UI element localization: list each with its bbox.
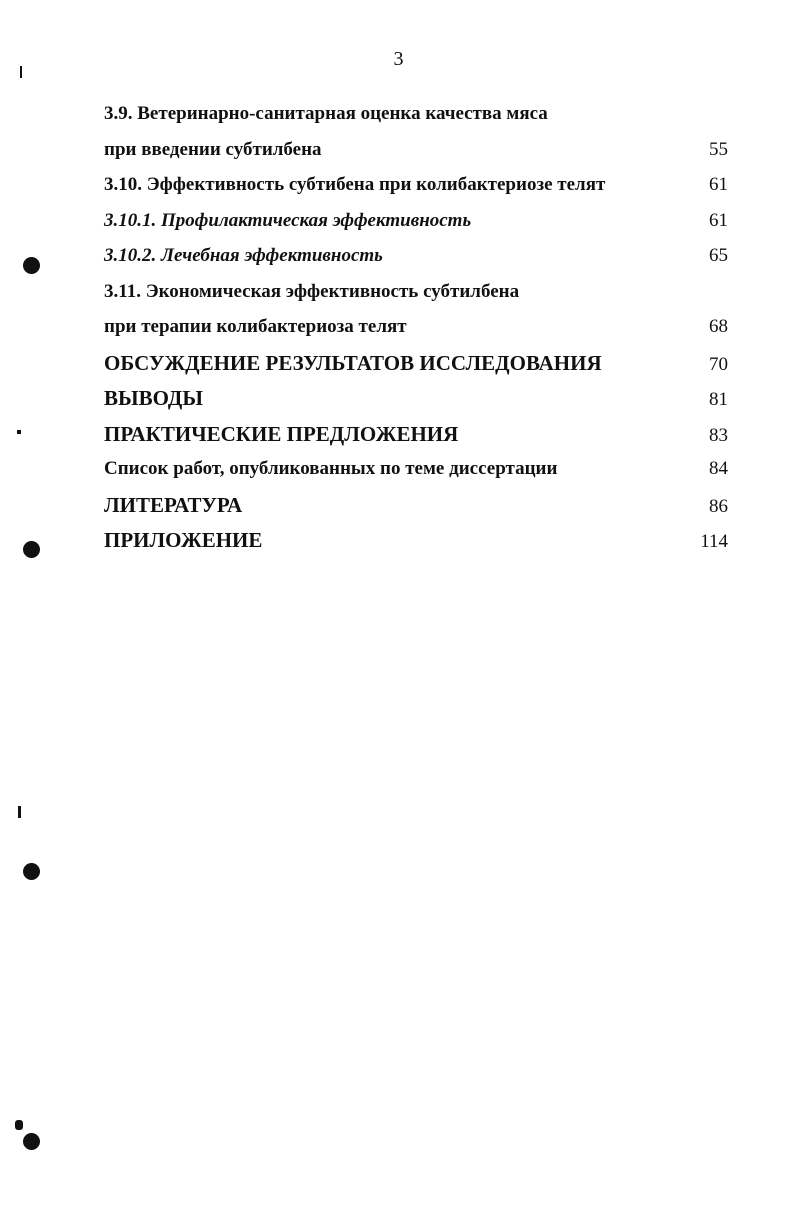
toc-entry-title: при введении субтилбена bbox=[104, 138, 322, 160]
toc-entry-page: 114 bbox=[700, 531, 728, 552]
toc-entry-page: 83 bbox=[709, 424, 728, 446]
toc-entry bbox=[104, 207, 728, 243]
punch-hole-4 bbox=[23, 1133, 40, 1150]
toc-entry-title: 3.10.1. Профилактическая эффективность bbox=[104, 209, 472, 231]
toc-entry-title: 3.10.2. Лечебная эффективность bbox=[104, 245, 383, 266]
toc-entry-title: ЛИТЕРАТУРА bbox=[104, 492, 243, 517]
scan-mark-4 bbox=[15, 1120, 23, 1130]
toc-entry bbox=[104, 491, 728, 527]
page-number: 3 bbox=[393, 48, 404, 70]
toc-entry bbox=[104, 420, 728, 456]
toc-entry-title: 3.9. Ветеринарно-санитарная оценка качества мяса bbox=[104, 103, 548, 124]
scan-mark-2 bbox=[18, 806, 21, 818]
toc-entry bbox=[104, 313, 728, 349]
toc-entry-page: 61 bbox=[709, 174, 728, 195]
toc-entry bbox=[104, 455, 728, 491]
toc-entry-title: при терапии колибактериоза телят bbox=[104, 316, 407, 337]
toc-entry bbox=[104, 349, 728, 385]
toc-entry-page: 70 bbox=[709, 353, 728, 375]
punch-hole-1 bbox=[23, 257, 40, 274]
table-of-contents bbox=[104, 100, 728, 562]
scan-mark-3 bbox=[17, 430, 21, 434]
toc-entry-page: 61 bbox=[709, 209, 728, 231]
toc-entry bbox=[104, 526, 728, 562]
toc-entry bbox=[104, 278, 728, 314]
toc-entry-page: 55 bbox=[709, 138, 728, 160]
toc-entry bbox=[104, 171, 728, 207]
toc-entry bbox=[104, 100, 728, 136]
toc-entry-title: ВЫВОДЫ bbox=[104, 386, 203, 410]
punch-hole-2 bbox=[23, 541, 40, 558]
punch-hole-3 bbox=[23, 863, 40, 880]
toc-entry-title: 3.10. Эффективность субтибена при колибактериозе телят bbox=[104, 174, 606, 195]
toc-entry-page: 68 bbox=[709, 316, 728, 337]
toc-entry-page: 84 bbox=[709, 458, 728, 479]
toc-entry-page: 86 bbox=[709, 495, 728, 517]
toc-entry-title: 3.11. Экономическая эффективность субтилбена bbox=[104, 280, 520, 302]
toc-entry-page: 65 bbox=[709, 245, 728, 266]
toc-entry-title: ОБСУЖДЕНИЕ РЕЗУЛЬТАТОВ ИССЛЕДОВАНИЯ bbox=[104, 350, 602, 375]
toc-entry bbox=[104, 136, 728, 172]
toc-entry bbox=[104, 384, 728, 420]
toc-entry bbox=[104, 242, 728, 278]
scan-mark-1 bbox=[20, 66, 22, 78]
toc-entry-title: ПРИЛОЖЕНИЕ bbox=[104, 528, 263, 552]
toc-entry-page: 81 bbox=[709, 389, 728, 410]
toc-entry-title: Список работ, опубликованных по теме диссертации bbox=[104, 458, 558, 479]
toc-entry-title: ПРАКТИЧЕСКИЕ ПРЕДЛОЖЕНИЯ bbox=[104, 421, 459, 446]
